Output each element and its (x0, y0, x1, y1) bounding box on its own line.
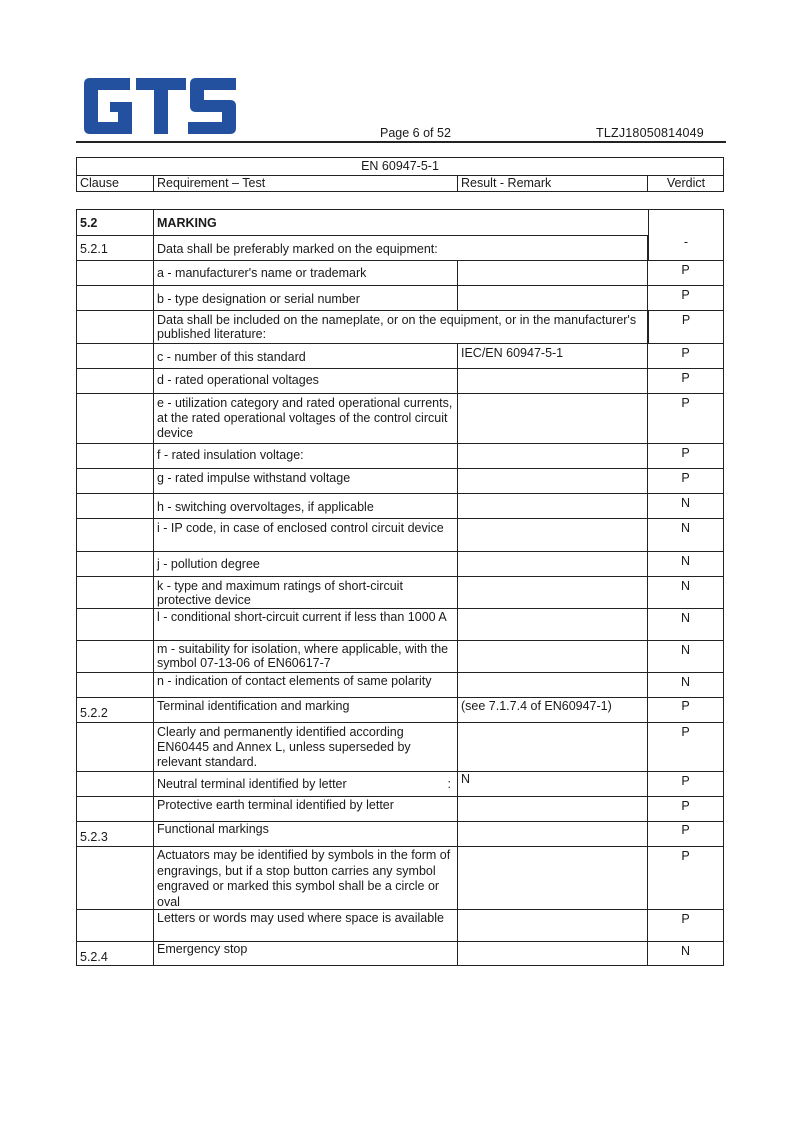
clause-cell (77, 519, 154, 551)
table-row (77, 942, 723, 965)
verdict-cell: - (648, 210, 723, 261)
requirement-cell: e - utilization category and rated operational currents, at the rated operational voltages of the control circuit device (154, 394, 458, 443)
requirement-cell: c - number of this standard (154, 344, 458, 368)
result-cell (458, 469, 648, 493)
verdict-cell: N (680, 554, 691, 568)
requirement-cell: g - rated impulse withstand voltage (154, 469, 458, 493)
requirement-cell: j - pollution degree (154, 552, 458, 576)
table-row (77, 772, 723, 797)
clause-cell (77, 394, 154, 443)
result-cell (458, 723, 648, 771)
requirement-cell: m - suitability for isolation, where applicable, with the symbol 07-13-06 of EN60617-7 (154, 641, 458, 672)
clause-cell (77, 261, 154, 285)
verdict-cell: N (680, 944, 691, 958)
table-row (77, 822, 723, 847)
clause-cell (77, 494, 154, 518)
requirement-cell: Emergency stop (154, 942, 458, 965)
result-cell (458, 641, 648, 672)
verdict-cell: P (681, 446, 690, 460)
table-row (77, 210, 648, 236)
clause-cell: 5.2.3 (77, 822, 154, 846)
verdict-cell: P (681, 396, 690, 410)
header-divider (76, 141, 726, 143)
result-cell (458, 797, 648, 821)
requirement-cell (154, 772, 458, 796)
column-header-result: Result - Remark (458, 175, 648, 192)
result-cell (458, 261, 648, 285)
requirement-cell: Protective earth terminal identified by letter (154, 797, 458, 821)
clause-cell (77, 444, 154, 468)
table-row (77, 673, 723, 698)
verdict-cell: P (681, 912, 690, 926)
table-row (77, 469, 723, 494)
verdict-cell: P (681, 725, 690, 739)
table-row (77, 394, 723, 444)
requirement-cell: Clearly and permanently identified according EN60445 and Annex L, unless superseded by relevant standard. (154, 723, 458, 771)
table-row (77, 910, 723, 942)
verdict-cell: P (681, 371, 690, 385)
verdict-cell: P (681, 288, 690, 302)
table-row (77, 609, 723, 641)
clause-cell (77, 286, 154, 310)
result-cell (458, 494, 648, 518)
verdict-cell: P (681, 346, 690, 360)
requirement-cell: Terminal identification and marking (154, 698, 458, 722)
clause-cell (77, 723, 154, 771)
table-row (77, 641, 723, 673)
table-row (77, 286, 723, 311)
result-cell (458, 847, 648, 909)
gts-logo (84, 78, 236, 134)
requirement-cell: b - type designation or serial number (154, 286, 458, 310)
verdict-cell: N (680, 643, 691, 657)
result-cell (458, 552, 648, 576)
table-row (77, 236, 723, 261)
report-number: TLZJ18050814049 (596, 126, 704, 140)
clause-cell (77, 577, 154, 608)
requirement-cell: Actuators may be identified by symbols in the form of engravings, but if a stop button carries any symbol engraved or marked this symbol shall be a circle or oval (154, 847, 458, 909)
table-row (77, 577, 723, 609)
requirement-cell: k - type and maximum ratings of short-circuit protective device (154, 577, 458, 608)
requirement-cell: Data shall be preferably marked on the equipment: (154, 236, 648, 260)
result-cell: (see 7.1.7.4 of EN60947-1) (458, 698, 648, 722)
clause-cell (77, 469, 154, 493)
table-row (77, 552, 723, 577)
verdict-cell: P (681, 699, 690, 713)
result-cell (458, 286, 648, 310)
clause-cell (77, 344, 154, 368)
table-row (77, 494, 723, 519)
requirement-cell: a - manufacturer's name or trademark (154, 261, 458, 285)
table-row (77, 311, 723, 344)
page-number: Page 6 of 52 (380, 126, 451, 140)
requirement-cell: h - switching overvoltages, if applicable (154, 494, 458, 518)
standard-header-table (76, 157, 724, 192)
result-cell (458, 444, 648, 468)
requirement-cell: n - indication of contact elements of same polarity (154, 673, 458, 697)
clause-cell (77, 369, 154, 393)
requirement-cell: Letters or words may used where space is available (154, 910, 458, 941)
clause-cell (77, 552, 154, 576)
table-row (77, 723, 723, 772)
clause-cell (77, 910, 154, 941)
result-cell (458, 519, 648, 551)
clause-cell: 5.2 (77, 210, 154, 235)
table-row (77, 369, 723, 394)
requirement-cell: Functional markings (154, 822, 458, 846)
clause-cell: 5.2.4 (77, 942, 154, 965)
result-cell (458, 394, 648, 443)
table-row (77, 797, 723, 822)
clause-cell (77, 673, 154, 697)
result-cell (458, 609, 648, 640)
clause-cell (77, 797, 154, 821)
clause-cell: 5.2.1 (77, 236, 154, 260)
verdict-cell: P (681, 823, 690, 837)
column-header-requirement: Requirement – Test (154, 175, 458, 192)
verdict-cell: P (681, 471, 690, 485)
clause-cell (77, 311, 154, 343)
clause-cell (77, 772, 154, 796)
requirement-cell: l - conditional short-circuit current if less than 1000 A (154, 609, 458, 640)
table-row (77, 444, 723, 469)
table-row (77, 261, 723, 286)
result-cell (458, 910, 648, 941)
standard-title: EN 60947-5-1 (77, 158, 723, 176)
requirement-cell: i - IP code, in case of enclosed control circuit device (154, 519, 458, 551)
result-cell (458, 673, 648, 697)
result-cell (458, 942, 648, 965)
result-cell (458, 369, 648, 393)
table-row (77, 847, 723, 910)
result-cell: IEC/EN 60947-5-1 (458, 344, 648, 368)
verdict-cell: N (680, 521, 691, 535)
clause-cell (77, 609, 154, 640)
column-header-verdict: Verdict (666, 176, 706, 190)
requirement-cell: MARKING (157, 216, 217, 230)
table-row (77, 698, 723, 723)
result-cell: N (458, 772, 648, 796)
verdict-cell: P (681, 774, 690, 788)
verdict-cell: N (680, 611, 691, 625)
verdict-cell: N (680, 579, 691, 593)
clause-cell (77, 641, 154, 672)
column-header-clause: Clause (77, 175, 154, 192)
clause-table (76, 209, 724, 966)
verdict-cell: P (681, 263, 690, 277)
verdict-cell: N (680, 675, 691, 689)
clause-cell: 5.2.2 (77, 698, 154, 722)
requirement-cell: Data shall be included on the nameplate, or on the equipment, or in the manufacturer's published literature: (154, 311, 648, 343)
verdict-cell: P (681, 799, 690, 813)
requirement-text: Neutral terminal identified by letter (157, 777, 347, 791)
result-cell (458, 577, 648, 608)
clause-cell (77, 847, 154, 909)
requirement-cell: f - rated insulation voltage: (154, 444, 458, 468)
verdict-cell: P (681, 849, 690, 863)
result-cell (458, 822, 648, 846)
colon-separator: : (447, 777, 451, 791)
table-row (77, 344, 723, 369)
verdict-cell: P (648, 311, 723, 343)
table-row (77, 519, 723, 552)
verdict-cell: N (680, 496, 691, 510)
requirement-cell: d - rated operational voltages (154, 369, 458, 393)
